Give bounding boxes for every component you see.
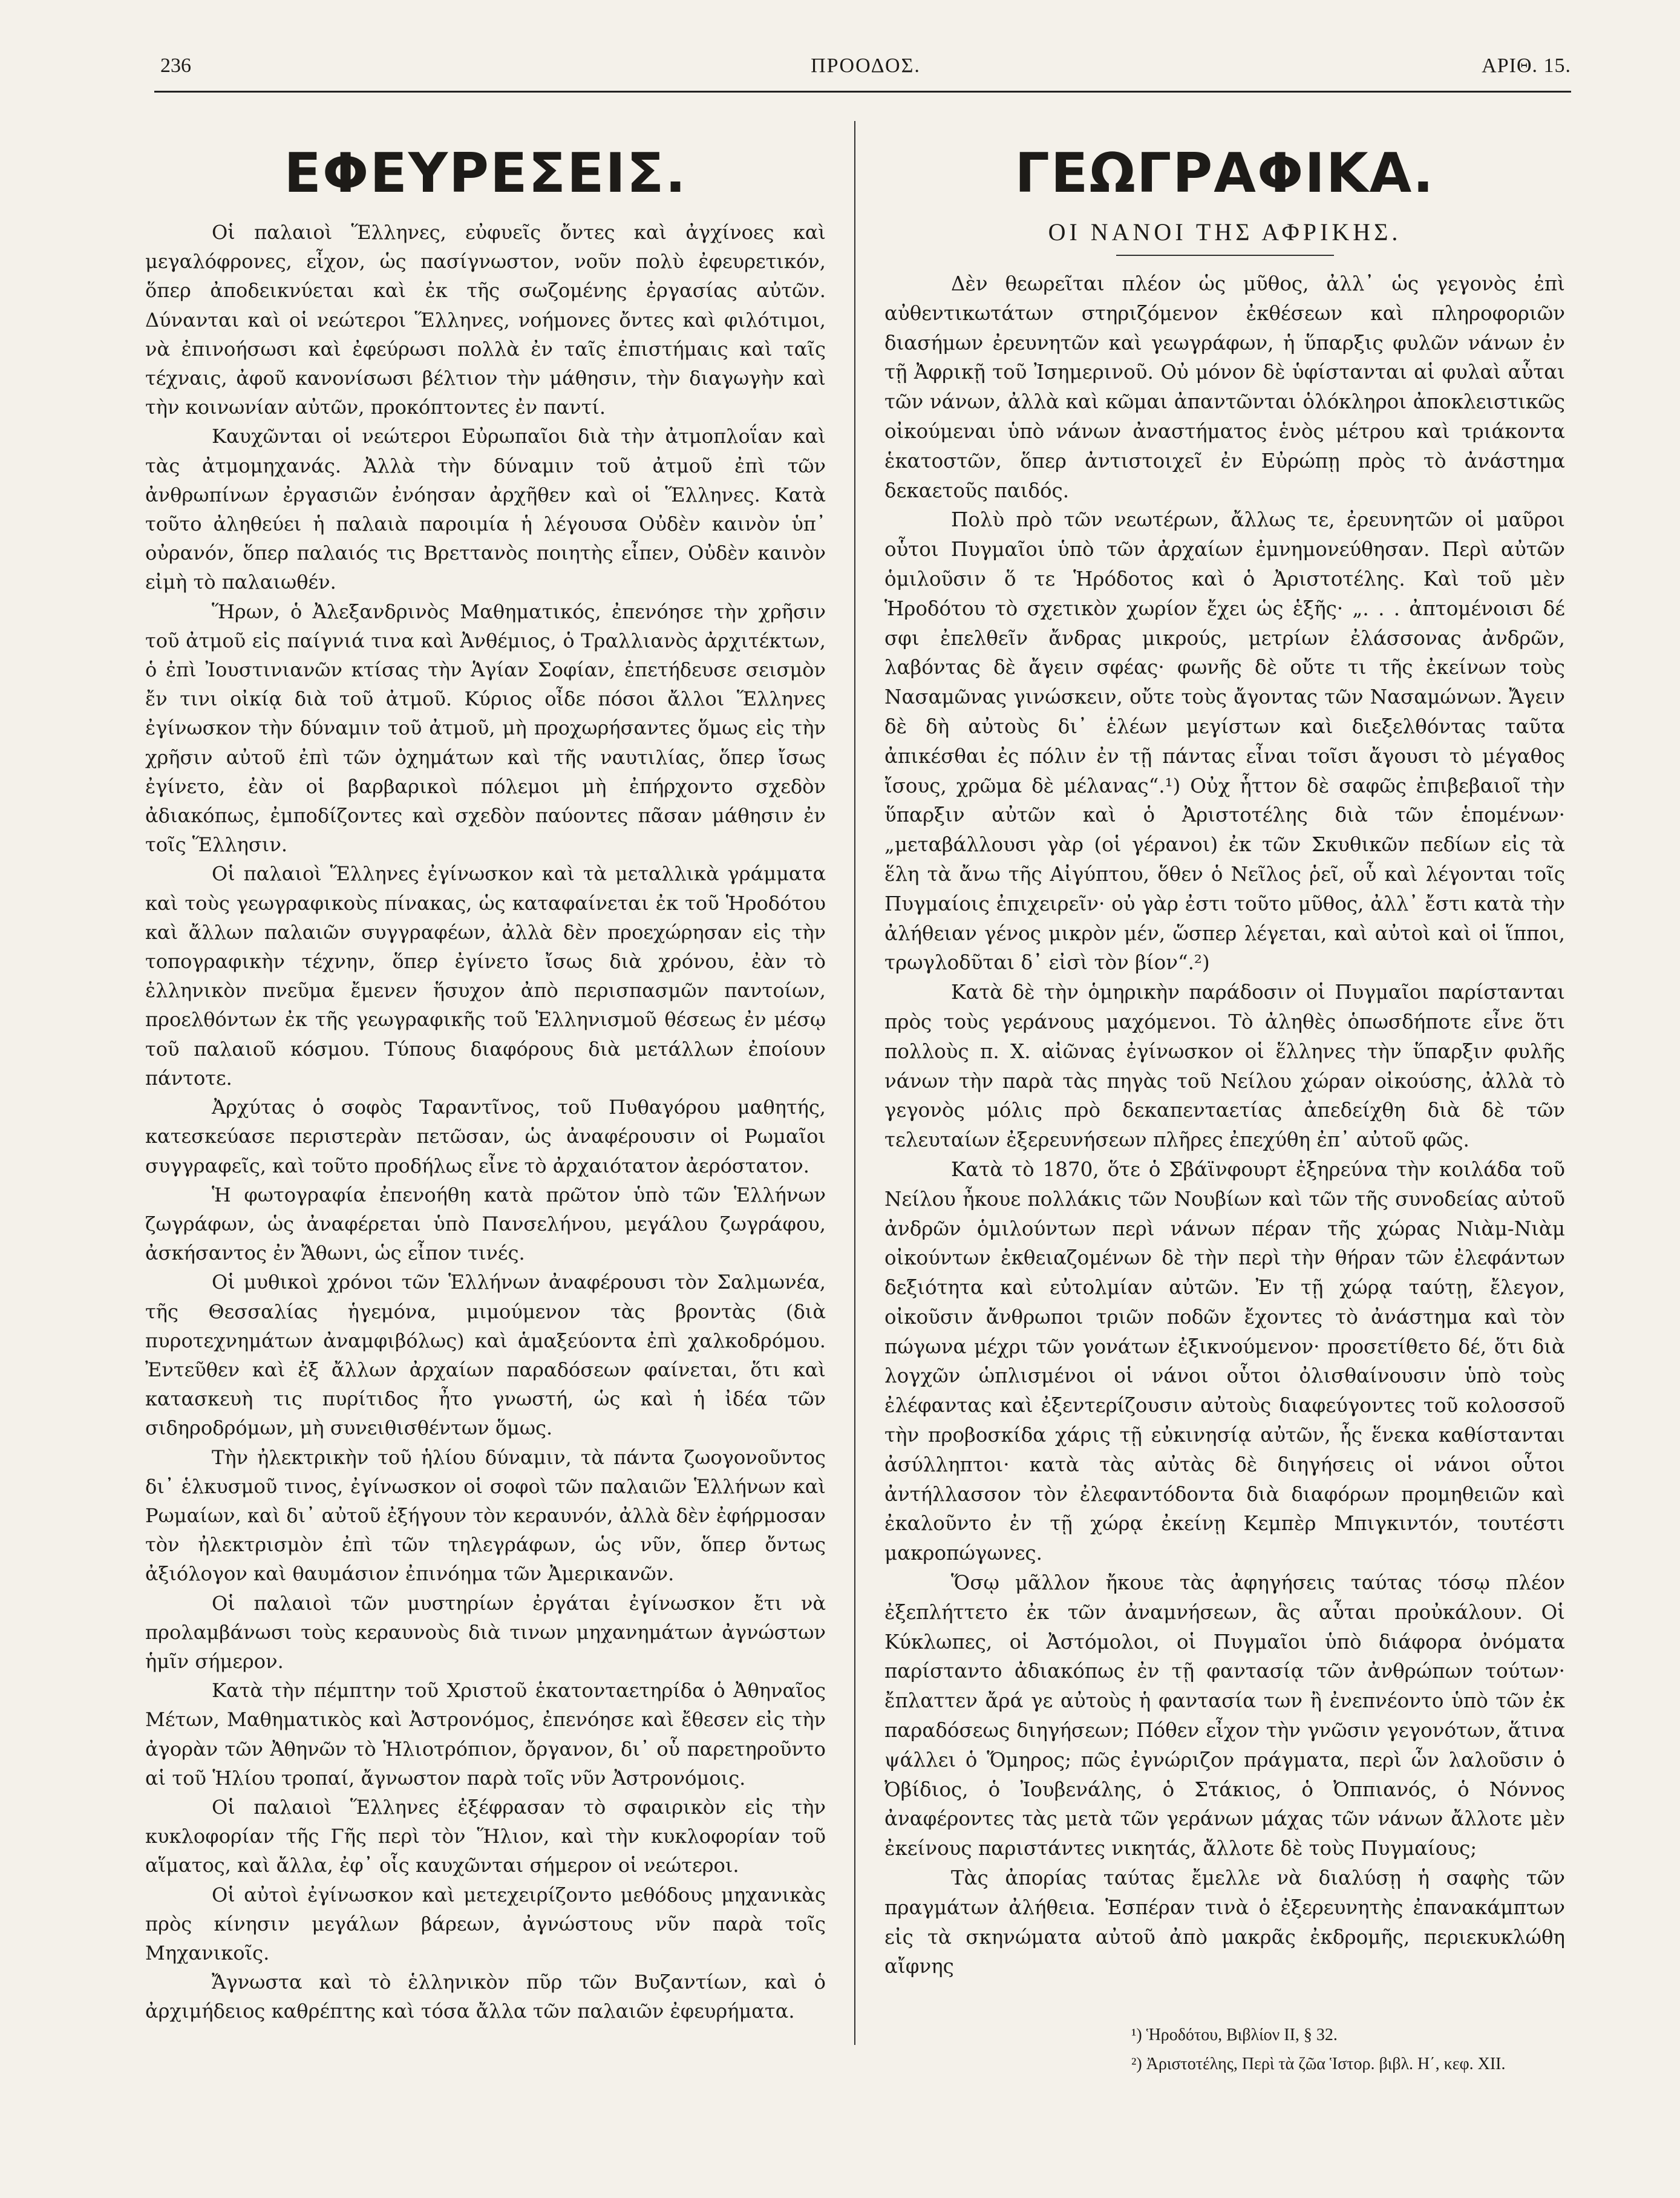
section-title-inventions: ΕΦΕΥΡΕΣΕΙΣ. (284, 142, 687, 205)
paragraph: Δὲν θεωρεῖται πλέον ὡς μῦθος, ἀλλ᾽ ὡς γεγονὸς ἐπὶ αὐθεντικωτάτων στηριζόμενον ἐκθέσεων καὶ πληροφοριῶν διασήμων ἐρευνητῶν καὶ γεωγράφων, ἡ ὕπαρξις φυλῶν νάνων ἐν τῇ Ἀφρικῇ τοῦ Ἰσημερινοῦ. Οὐ μόνον δὲ ὑφίστανται αἱ φυλαὶ αὗται τῶν νάνων, ἀλλὰ καὶ κῶμαι ἀπαντῶνται ὁλόκληροι ἀποκλειστικῶς οἰκούμεναι ὑπὸ νάνων ἀναστήματος ἑνὸς μέτρου καὶ τριάκοντα ἑκατοστῶν, ὅπερ ἀντιστοιχεῖ ἐν Εὐρώπῃ πρὸς τὸ ἀνάστημα δεκαετοῦς παιδός. (884, 272, 1565, 502)
paragraph: Τὴν ἠλεκτρικὴν τοῦ ἡλίου δύναμιν, τὰ πάντα ζωογονοῦντος δι᾽ ἑλκυσμοῦ τινος, ἐγίνωσκον οἱ σοφοὶ τῶν παλαιῶν Ἑλλήνων καὶ Ρωμαίων, καὶ δι᾽ αὐτοῦ ἐξήγουν τὸν κεραυνόν, ἀλλὰ δὲν ἐφήρμοσαν τὸν ἠλεκτρισμὸν ἐπὶ τῶν τηλεγράφων, ὡς νῦν, ὅπερ ὄντως ἀξιόλογον καὶ θαυμάσιον ἐπινόημα τῶν Ἀμερικανῶν. (145, 1445, 826, 1586)
issue-number: ΑΡΙΘ. 15. (1482, 54, 1571, 77)
journal-title: ΠΡΟΟΔΟΣ. (811, 54, 921, 77)
left-column (145, 140, 826, 2026)
paragraph: Κατὰ τὴν πέμπτην τοῦ Χριστοῦ ἑκατονταετηρίδα ὁ Ἀθηναῖος Μέτων, Μαθηματικὸς καὶ Ἀστρονόμος, ἐπενόησε καὶ ἔθεσεν εἰς τὴν ἀγορὰν τῶν Ἀθηνῶν τὸ Ἡλιοτρόπιον, ὄργανον, δι᾽ οὗ παρετηροῦντο αἱ τοῦ Ἡλίου τροπαί, ἄγνωστον παρὰ τοῖς νῦν Ἀστρονόμοις. (145, 1679, 826, 1790)
right-column (884, 140, 1565, 1981)
paragraph: Καυχῶνται οἱ νεώτεροι Εὐρωπαῖοι διὰ τὴν ἀτμοπλοΐαν καὶ τὰς ἀτμομηχανάς. Ἀλλὰ τὴν δύναμιν τοῦ ἀτμοῦ ἐπὶ τῶν ἀνθρωπίνων ἐργασιῶν ἐνόησαν ἀρχῆθεν καὶ οἱ Ἕλληνες. Κατὰ τοῦτο ἀληθεύει ἡ παλαιὰ παροιμία ἡ λέγουσα Οὐδὲν καινὸν ὑπ᾽ οὐρανόν, ὅπερ παλαιός τις Βρεττανὸς ποιητὴς εἶπεν, Οὐδὲν καινὸν εἰμὴ τὸ παλαιωθέν. (145, 425, 826, 594)
footnote: ¹) Ἡροδότου, Βιβλίον II, § 32. (1131, 2026, 1338, 2044)
header-rule (154, 91, 1571, 93)
paragraph: Κατὰ δὲ τὴν ὁμηρικὴν παράδοσιν οἱ Πυγμαῖοι παρίστανται πρὸς τοὺς γεράνους μαχόμενοι. Τὸ ἀληθὲς ὁπωσδήποτε εἶνε ὅτι πολλοὺς π. Χ. αἰῶνας ἐγίνωσκον οἱ ἕλληνες τὴν ὕπαρξιν φυλῆς νάνων τὴν παρὰ τὰς πηγὰς τοῦ Νείλου χώραν οἰκούσης, ἀλλὰ τὸ γεγονὸς μόλις πρὸ δεκαπενταετίας ἀπεδείχθη διὰ δὲ τῶν τελευταίων ἐξερευνήσεων πλῆρες ἐπεχύθη ἐπ᾽ αὐτοῦ φῶς. (884, 981, 1565, 1152)
paragraph: Ὅσῳ μᾶλλον ἤκουε τὰς ἀφηγήσεις ταύτας τόσῳ πλέον ἐξεπλήττετο ἐκ τῶν ἀναμνήσεων, ἃς αὗται προὐκάλουν. Οἱ Κύκλωπες, οἱ Ἀστόμολοι, οἱ Πυγμαῖοι ὑπὸ διάφορα ὀνόματα παρίσταντο ἀδιακόπως ἐν τῇ φαντασίᾳ τῶν ἀνθρώπων τούτων· ἔπλαττεν ἄρά γε αὐτοὺς ἡ φαντασία των ἢ ἐνεπνέοντο ὑπὸ τῶν ἐκ παραδόσεως διηγήσεων; Πόθεν εἶχον τὴν γνῶσιν γεγονότων, ἅτινα ψάλλει ὁ Ὅμηρος; πῶς ἐγνώριζον πράγματα, περὶ ὧν λαλοῦσιν ὁ Ὀβίδιος, ὁ Ἰουβενάλης, ὁ Στάκιος, ὁ Ὀππιανός, ὁ Νόννος ἀναφέροντες τὰς μετὰ τῶν γεράνων μάχας τῶν νάνων ἄλλοτε μὲν ἐκείνους παριστάντες νικητάς, ἄλλοτε δὲ τοὺς Πυγμαίους; (884, 1571, 1565, 1860)
paragraph: Πολὺ πρὸ τῶν νεωτέρων, ἄλλως τε, ἐρευνητῶν οἱ μαῦροι οὗτοι Πυγμαῖοι ὑπὸ τῶν ἀρχαίων ἐμνημονεύθησαν. Περὶ αὐτῶν ὁμιλοῦσιν ὅ τε Ἡρόδοτος καὶ ὁ Ἀριστοτέλης. Καὶ τοῦ μὲν Ἡροδότου τὸ σχετικὸν χωρίον ἔχει ὡς ἑξῆς· „. . . ἀπτομένοισι δέ σφι ἐπελθεῖν ἄνδρας μικρούς, μετρίων ἐλάσσονας ἀνδρῶν, λαβόντας δὲ ἄγειν σφέας· φωνῆς δὲ οὔτε τι τῆς ἐκείνων τοὺς Νασαμῶνας γινώσκειν, οὔτε τοὺς ἄγοντας τῶν Νασαμώνων. Ἄγειν δὲ δὴ αὐτοὺς δι᾽ ἑλέων μεγίστων καὶ διεξελθόντας ταῦτα ἀπικέσθαι ἐς πόλιν ἐν τῇ πάντας εἶναι τοῖσι ἄγουσι τὸ μέγαθος ἴσους, χρῶμα δὲ μέλανας“.¹) Οὐχ ἧττον δὲ σαφῶς ἐπιβεβαιοῖ τὴν ὕπαρξιν αὐτῶν καὶ ὁ Ἀριστοτέλης διὰ τῶν ἑπομένων· „μεταβάλλουσι γὰρ (οἱ γέρανοι) ἐκ τῶν Σκυθικῶν πεδίων εἰς τὰ ἕλη τὰ ἄνω τῆς Αἰγύπτου, ὅθεν ὁ Νεῖλος ῥεῖ, οὗ καὶ λέγονται τοῖς Πυγμαίοις ἐπιχειρεῖν· οὐ γὰρ ἐστι τοῦτο μῦθος, ἀλλ᾽ ἔστι κατὰ τὴν ἀλήθειαν γένος μικρὸν μέν, ὥσπερ λέγεται, καὶ αὐτοὶ καὶ οἱ ἵπποι, τρωγλοδῦται δ᾽ εἰσὶ τὸν βίον“.²) (884, 508, 1565, 975)
paragraph: Ἡ φωτογραφία ἐπενοήθη κατὰ πρῶτον ὑπὸ τῶν Ἑλλήνων ζωγράφων, ὡς ἀναφέρεται ὑπὸ Πανσελήνου, μεγάλου ζωγράφου, ἀσκήσαντος ἐν Ἄθωνι, ὡς εἶπον τινές. (145, 1183, 826, 1265)
footnote: ²) Ἀριστοτέλης, Περὶ τὰ ζῶα Ἱστορ. βιβλ. Η΄, κεφ. XII. (1131, 2055, 1506, 2073)
paragraph: Οἱ αὐτοὶ ἐγίνωσκον καὶ μετεχειρίζοντο μεθόδους μηχανικὰς πρὸς κίνησιν μεγάλων βάρεων, ἀγνώστους νῦν παρὰ τοῖς Μηχανικοῖς. (145, 1883, 826, 1964)
paragraph: Οἱ μυθικοὶ χρόνοι τῶν Ἑλλήνων ἀναφέρουσι τὸν Σαλμωνέα, τῆς Θεσσαλίας ἡγεμόνα, μιμούμενον τὰς βροντὰς (διὰ πυροτεχνημάτων ἀναμφιβόλως) καὶ ἁμαξεύοντα ἐπὶ χαλκοδρόμου. Ἐντεῦθεν καὶ ἐξ ἄλλων ἀρχαίων παραδόσεων φαίνεται, ὅτι καὶ κατασκευὴ τις πυρίτιδος ἦτο γνωστή, ὡς καὶ ἡ ἰδέα τῶν σιδηροδρόμων, μὴ συνειθισθέντων ὅμως. (145, 1271, 826, 1440)
subtitle-rule (1116, 255, 1334, 256)
page-header (160, 54, 1571, 91)
section-title-geography: ΓΕΩΓΡΑΦΙΚΑ. (1015, 142, 1435, 205)
paragraph: Ἄγνωστα καὶ τὸ ἑλληνικὸν πῦρ τῶν Βυζαντίων, καὶ ὁ ἀρχιμήδειος καθρέπτης καὶ τόσα ἄλλα τῶν παλαιῶν ἐφευρήματα. (145, 1971, 826, 2023)
paragraph: Οἱ παλαιοὶ Ἕλληνες ἐξέφρασαν τὸ σφαιρικὸν εἰς τὴν κυκλοφορίαν τῆς Γῆς περὶ τὸν Ἥλιον, καὶ τὴν κυκλοφορίαν τοῦ αἵματος, καὶ ἄλλα, ἐφ᾽ οἷς καυχῶνται σήμερον οἱ νεώτεροι. (145, 1795, 826, 1877)
paragraph: Ἥρων, ὁ Ἀλεξανδρινὸς Μαθηματικός, ἐπενόησε τὴν χρῆσιν τοῦ ἀτμοῦ εἰς παίγνιά τινα καὶ Ἀνθέμιος, ὁ Τραλλιανὸς ἀρχιτέκτων, ὁ ἐπὶ Ἰουστινιανῶν κτίσας τὴν Ἁγίαν Σοφίαν, ἐπετήδευσε σεισμὸν ἔν τινι οἰκίᾳ διὰ τοῦ ἀτμοῦ. Κύριος οἶδε πόσοι ἄλλοι Ἕλληνες ἐγίνωσκον τὴν δύναμιν τοῦ ἀτμοῦ, μὴ προχωρήσαντες ὅμως εἰς τὴν χρῆσιν αὐτοῦ ἐπὶ τῶν ὀχημάτων καὶ τῆς ναυτιλίας, ὅπερ ἴσως ἐγίνετο, ἐὰν οἱ βαρβαρικοὶ πόλεμοι μὴ ἐπήρχοντο σχεδὸν ἀδιακόπως, ἐμποδίζοντες καὶ σχεδὸν παύοντες πᾶσαν μάθησιν ἐν τοῖς Ἕλλησιν. (145, 600, 826, 857)
paragraph: Ἀρχύτας ὁ σοφὸς Ταραντῖνος, τοῦ Πυθαγόρου μαθητής, κατεσκεύασε περιστερὰν πετῶσαν, ὡς ἀναφέρουσιν οἱ Ρωμαῖοι συγγραφεῖς, καὶ τοῦτο προδήλως εἶνε τὸ ἀρχαιότατον ἀερόστατον. (145, 1096, 826, 1177)
paragraph: Οἱ παλαιοὶ τῶν μυστηρίων ἐργάται ἐγίνωσκον ἔτι νὰ προλαμβάνωσι τοὺς κεραυνοὺς διὰ τινων μηχανημάτων ἀγνώστων ἡμῖν σήμερον. (145, 1591, 826, 1673)
footnotes (1131, 2021, 1591, 2079)
article-subtitle: ΟΙ ΝΑΝΟΙ ΤΗΣ ΑΦΡΙΚΗΣ. (1048, 218, 1402, 246)
paragraph: Κατὰ τὸ 1870, ὅτε ὁ Σβάϊνφουρτ ἐξηρεύνα τὴν κοιλάδα τοῦ Νείλου ἦκουε πολλάκις τῶν Νουβίων καὶ τῶν τῆς συνοδείας αὐτοῦ ἀνδρῶν ὁμιλούντων περὶ νάνων πέραν τῆς χώρας Νιὰμ-Νιὰμ οἰκούντων ἐκθειαζομένων δὲ τὴν περὶ τὴν θήραν τῶν ἐλεφάντων δεξιότητα καὶ εὐτολμίαν αὐτῶν. Ἐν τῇ χώρᾳ ταύτῃ, ἔλεγον, οἰκοῦσιν ἄνθρωποι τριῶν ποδῶν ἔχοντες τὸ ἀνάστημα καὶ τὸν πώγωνα μέχρι τῶν γονάτων ἐξικνούμενον· προσετίθετο δέ, ὅτι διὰ λογχῶν ὡπλισμένοι οἱ νάνοι οὗτοι ὀλισθαίνουσιν ὑπὸ τοὺς ἐλέφαντας καὶ ἐξεντερίζουσιν αὐτοὺς διαφεύγοντες τοῦ κολοσσοῦ τὴν προβοσκίδα χάρις τῇ εὐκινησίᾳ αὐτῶν, ἧς ἕνεκα καθίστανται ἀσύλληπτοι· κατὰ τὰς αὐτὰς δὲ διηγήσεις οἱ νάνοι οὗτοι ἀντήλλασσον τὸν ἐλεφαντόδοντα διὰ διαφόρων προμηθειῶν καὶ ἐκαλοῦντο ἐν τῇ χώρᾳ ἐκείνῃ Κεμπὲρ Μπιγκιντόν, τουτέστι μακροπώγωνες. (884, 1157, 1565, 1565)
paragraph: Οἱ παλαιοὶ Ἕλληνες ἐγίνωσκον καὶ τὰ μεταλλικὰ γράμματα καὶ τοὺς γεωγραφικοὺς πίνακας, ὡς καταφαίνεται ἐκ τοῦ Ἡροδότου καὶ ἄλλων παλαιῶν συγγραφέων, ἀλλὰ δὲν προεχώρησαν εἰς τὴν τοπογραφικὴν τέχνην, ὅπερ ἐγίνετο ἴσως διὰ χρόνου, ἐὰν τὸ ἑλληνικὸν πνεῦμα ἔμενεν ἥσυχον ἀπὸ περισπασμῶν παντοίων, προελθόντων ἐκ τῆς γεωγραφικῆς τοῦ Ἑλληνισμοῦ θέσεως ἐν μέσῳ τοῦ παλαιοῦ κόσμου. Τύπους διαφόρους διὰ μετάλλων ἐποίουν πάντοτε. (145, 862, 826, 1090)
page-number: 236 (160, 54, 191, 77)
paragraph: Τὰς ἀπορίας ταύτας ἔμελλε νὰ διαλύσῃ ἡ σαφὴς τῶν πραγμάτων ἀλήθεια. Ἑσπέραν τινὰ ὁ ἐξερευνητὴς ἐπανακάμπτων εἰς τὰ σκηνώματα αὐτοῦ ἀπὸ μακρᾶς ἐκδρομῆς, περιεκυκλώθη αἴφνης (884, 1866, 1565, 1978)
paragraph: Οἱ παλαιοὶ Ἕλληνες, εὐφυεῖς ὄντες καὶ ἀγχίνοες καὶ μεγαλόφρονες, εἶχον, ὡς πασίγνωστον, νοῦν πολὺ ἐφευρετικόν, ὅπερ ἀποδεικνύεται καὶ ἐκ τῆς σωζομένης ἐργασίας αὐτῶν. Δύνανται καὶ οἱ νεώτεροι Ἕλληνες, νοήμονες ὄντες καὶ φιλότιμοι, νὰ ἐπινοήσωσι καὶ ἐφεύρωσι πολλὰ ἐν ταῖς ἐπιστήμαις καὶ ταῖς τέχναις, ἀφοῦ κανονίσωσι βέλτιον τὴν μάθησιν, τὴν διαγωγὴν καὶ τὴν κοινωνίαν αὐτῶν, προκόπτοντες ἐν παντί. (145, 221, 826, 419)
column-divider (854, 121, 855, 2045)
